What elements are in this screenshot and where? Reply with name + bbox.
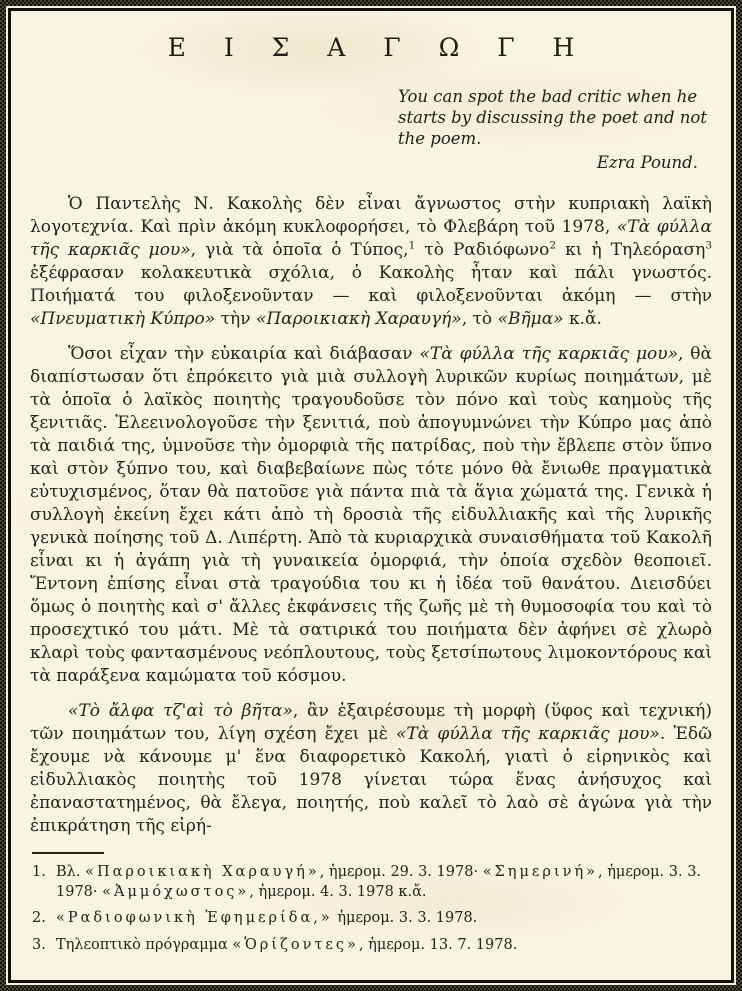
text-segment: «Βῆμα» — [497, 309, 564, 329]
footnote-separator — [32, 852, 104, 854]
text-segment: κ.ἄ. — [563, 309, 602, 329]
text-segment: «Τὸ ἄλφα τζ'αὶ τὸ βῆτα» — [68, 701, 293, 721]
text-segment: «Σημερινή» — [482, 864, 599, 880]
text-segment: «Παροικιακὴ Χαραυγή» — [255, 309, 462, 329]
text-segment: τὴν — [215, 309, 256, 329]
text-segment: κι ἡ Τηλεόραση — [556, 240, 706, 260]
footnote-ref: 3 — [705, 239, 712, 252]
epigraph-line: the poem. — [398, 129, 482, 148]
footnote-number: 2. — [32, 910, 46, 926]
epigraph-line: You can spot the bad critic when he — [398, 87, 698, 106]
footnote-ref: 2 — [549, 239, 557, 252]
footnote-text — [56, 909, 712, 929]
text-segment: , ἡμερομ. 29. 3. 1978· — [319, 864, 483, 880]
epigraph — [398, 86, 707, 173]
text-segment: «Τὰ φύλλα τῆς καρκιᾶς μου» — [30, 217, 713, 260]
footnote — [30, 936, 712, 956]
footnote-number: 3. — [32, 936, 46, 953]
paragraph — [30, 700, 712, 838]
text-segment: «Ὁρίζοντες» — [232, 936, 359, 953]
text-segment: τὸ Ραδιόφωνο — [415, 240, 550, 260]
footnote-ref: 1 — [408, 239, 416, 252]
text-segment: , ἡμερομ. 3. 3. 1978· — [56, 864, 702, 900]
footnote-number: 1. — [32, 864, 46, 880]
text-segment: Βλ. — [56, 864, 86, 880]
text-segment: , ἂν ἐξαιρέσουμε τὴ μορφὴ (ὕφος καὶ τεχνική) τῶν ποιημάτων του, λίγη σχέση ἔχει μὲ — [30, 701, 712, 744]
text-segment: Τηλεοπτικὸ πρόγραμμα — [56, 936, 233, 953]
footnote-text — [56, 936, 712, 956]
epigraph-attribution: Ezra Pound. — [596, 153, 698, 172]
text-segment: , θὰ διαπίστωσαν ὅτι ἐπρόκειτο γιὰ μιὰ συλλογὴ λυρικῶν κυρίως ποιημάτων, μὲ τὰ ὁποῖα ὁ λαϊκὸς ποιητὴς τραγουδοῦσε τὸν πόνο καὶ τοὺς καημοὺς τῆς ξενιτιᾶς. Ἐλεεινολογοῦσε τὴν ξενιτιά, ποὺ ἀπογυμνώνει τὴν Κύπρο μας ἀπὸ τὰ παιδιά της, ὑμνοῦσε τὴν ὀμορφιὰ τῆς πατρίδας, ποὺ τὴν ἔβλεπε στὸν ὕπνο καὶ στὸν ξύπνο του, καὶ διαβεβαίωνε πὼς τότε μόνο θὰ ἔνιωθε πραγματικὰ εὐτυχισμένος, ὅταν θὰ πατοῦσε γιὰ πάντα πιὰ τὰ ἅγια χώματά της. Γενικὰ ἡ συλλογὴ ἐκείνη ἔχει κάτι ἀπὸ τὴ δροσιὰ τῆς εἰδυλλιακῆς καὶ τῆς λυρικῆς γενικὰ ποίησης τοῦ Δ. Λιπέρτη. Ἀπὸ τὰ κυριαρχικὰ συναισθήματα τοῦ Κακολῆ εἶναι κι ἡ ἀγάπη γιὰ τὴ γυναικεία ὀμορφιά, τὴν ὁποία σχεδὸν θεοποιεῖ. Ἔντονη ἐπίσης εἶναι στὰ τραγούδια του κι ἡ ἰδέα τοῦ θανάτου. Διεισδύει ὅμως ὁ ποιητὴς καὶ σ' ἄλλες ἐκφάνσεις τῆς ζωῆς μὲ τὴ θυμοσοφία του καὶ τὸ προσεχτικό του μάτι. Μὲ τὰ σατιρικά του ποιήματα δὲν ἀφήνει σὲ χλωρὸ κλαρὶ τοὺς φαντασμένους νεόπλουτους, τοὺς ξετσίπωτους λιμοκοντόρους καὶ τὰ παράξενα καμώματα τοῦ κόσμου. — [30, 344, 712, 686]
body-paragraphs — [30, 193, 712, 838]
epigraph-lines — [398, 86, 707, 149]
text-segment: «Τὰ φύλλα τῆς καρκιᾶς μου» — [396, 724, 660, 744]
footnote — [30, 909, 712, 929]
page-title: Ε Ι Σ Α Γ Ω Γ Η — [167, 33, 590, 62]
footnotes — [30, 863, 712, 955]
footnote — [30, 863, 712, 902]
paragraph — [30, 193, 712, 331]
scan-frame-gap — [6, 6, 736, 985]
text-segment: «Παροικιακὴ Χαραυγή» — [85, 864, 320, 880]
text-segment: , ἡμερομ. 4. 3. 1978 κ.ἄ. — [249, 883, 427, 900]
text-segment: Ὅσοι εἶχαν τὴν εὐκαιρία καὶ διάβασαν — [68, 344, 420, 364]
text-segment: «Ἀμμόχωστος» — [102, 883, 250, 900]
text-segment: «Ραδιοφωνικὴ Ἐφημερίδα,» — [56, 910, 333, 926]
text-segment: ἐξέφρασαν κολακευτικὰ σχόλια, ὁ Κακολὴς ἦταν καὶ πάλι γνωστός. Ποιήματά του φιλοξενοῦνταν — καὶ φιλοξενοῦνται ἀκόμη — στὴν — [30, 263, 712, 306]
text-segment: Ὁ Παντελὴς Ν. Κακολὴς δὲν εἶναι ἄγνωστος στὴν κυπριακὴ λαϊκὴ λογοτεχνία. Καὶ πρὶν ἀκόμη κυκλοφορήσει, τὸ Φλεβάρη τοῦ 1978, — [30, 194, 712, 237]
text-segment: , τὸ — [461, 309, 498, 329]
epigraph-line: starts by discussing the poet and not — [398, 108, 707, 127]
text-segment: , γιὰ τὰ ὁποῖα ὁ Τύπος, — [190, 240, 409, 260]
text-segment: «Τὰ φύλλα τῆς καρκιᾶς μου» — [419, 344, 679, 364]
text-segment: ἡμερομ. 3. 3. 1978. — [332, 910, 478, 926]
paragraph — [30, 343, 712, 688]
text-segment: , ἡμερομ. 13. 7. 1978. — [358, 936, 518, 953]
footnote-text — [56, 863, 712, 902]
text-segment: . Ἐδῶ ἔχουμε νὰ κάνουμε μ' ἕνα διαφορετικὸ Κακολή, γιατὶ ὁ εἰρηνικὸς καὶ εἰδυλλιακὸς ποιητὴς τοῦ 1978 γίνεται τώρα ἕνας ἀνήσυχος καὶ ἐπαναστατημένος, θὰ ἔλεγα, ποιητής, ποὺ καλεῖ τὸ λαὸ σὲ ἀγώνα γιὰ τὴν ἐπικράτηση τῆς εἰρή- — [30, 724, 712, 836]
book-page — [8, 8, 734, 983]
text-segment: «Πνευματικὴ Κύπρο» — [30, 309, 216, 329]
